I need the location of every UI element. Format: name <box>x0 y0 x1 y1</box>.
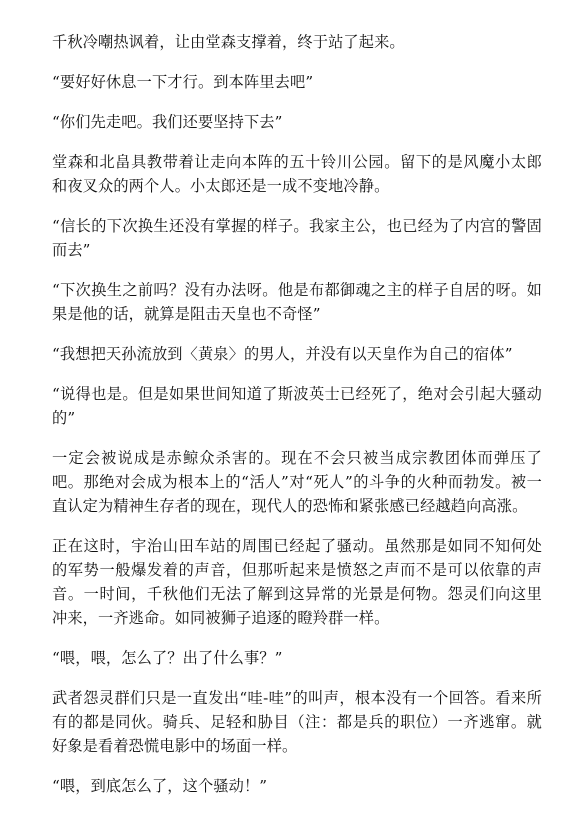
document-page <box>52 30 542 814</box>
paragraph-11: “喂，喂，怎么了？出了什么事？” <box>52 649 283 667</box>
paragraph-4: 堂森和北畠具教带着让走向本阵的五十铃川公园。留下的是风魔小太郎和夜叉众的两个人。小太郎还是一成不变地冷静。 <box>52 153 542 195</box>
paragraph-10: 正在这时，宇治山田车站的周围已经起了骚动。虽然那是如同不知何处的军势一般爆发着的声音，但那听起来是愤怒之声而不是可以依靠的声音。一时间，千秋他们无法了解到这异常的光景是何物。怨灵们向这里冲来，一齐逃命。如同被狮子追逐的瞪羚群一样。 <box>52 537 542 627</box>
paragraph-12: 武者怨灵群们只是一直发出“哇-哇”的叫声，根本没有一个回答。看来所有的都是同伙。骑兵、足轻和胁目（注：都是兵的职位）一齐逃窜。就好象是看着恐慌电影中的场面一样。 <box>52 689 542 755</box>
paragraph-9: 一定会被说成是赤鲸众杀害的。现在不会只被当成宗教团体而弹压了吧。那绝对会成为根本上的“活人”对“死人”的斗争的火种而勃发。被一直认定为精神生存者的现在，现代人的恐怖和紧张感已经越趋向高涨。 <box>52 449 542 515</box>
paragraph-2: “要好好休息一下才行。到本阵里去吧” <box>52 73 314 91</box>
paragraph-6: “下次换生之前吗？没有办法呀。他是布都御魂之主的样子自居的呀。如果是他的话，就算是阻击天皇也不奇怪” <box>52 281 542 323</box>
paragraph-7: “我想把天孙流放到〈黄泉〉的男人，并没有以天皇作为自己的宿体” <box>52 345 513 363</box>
paragraph-13: “喂，到底怎么了，这个骚动！” <box>52 777 268 795</box>
paragraph-3: “你们先走吧。我们还要坚持下去” <box>52 113 283 131</box>
paragraph-8: “说得也是。但是如果世间知道了斯波英士已经死了，绝对会引起大骚动的” <box>52 385 542 427</box>
paragraph-5: “信长的下次换生还没有掌握的样子。我家主公，也已经为了内宫的警固而去” <box>52 217 542 259</box>
paragraph-1: 千秋冷嘲热讽着，让由堂森支撑着，终于站了起来。 <box>52 33 405 51</box>
